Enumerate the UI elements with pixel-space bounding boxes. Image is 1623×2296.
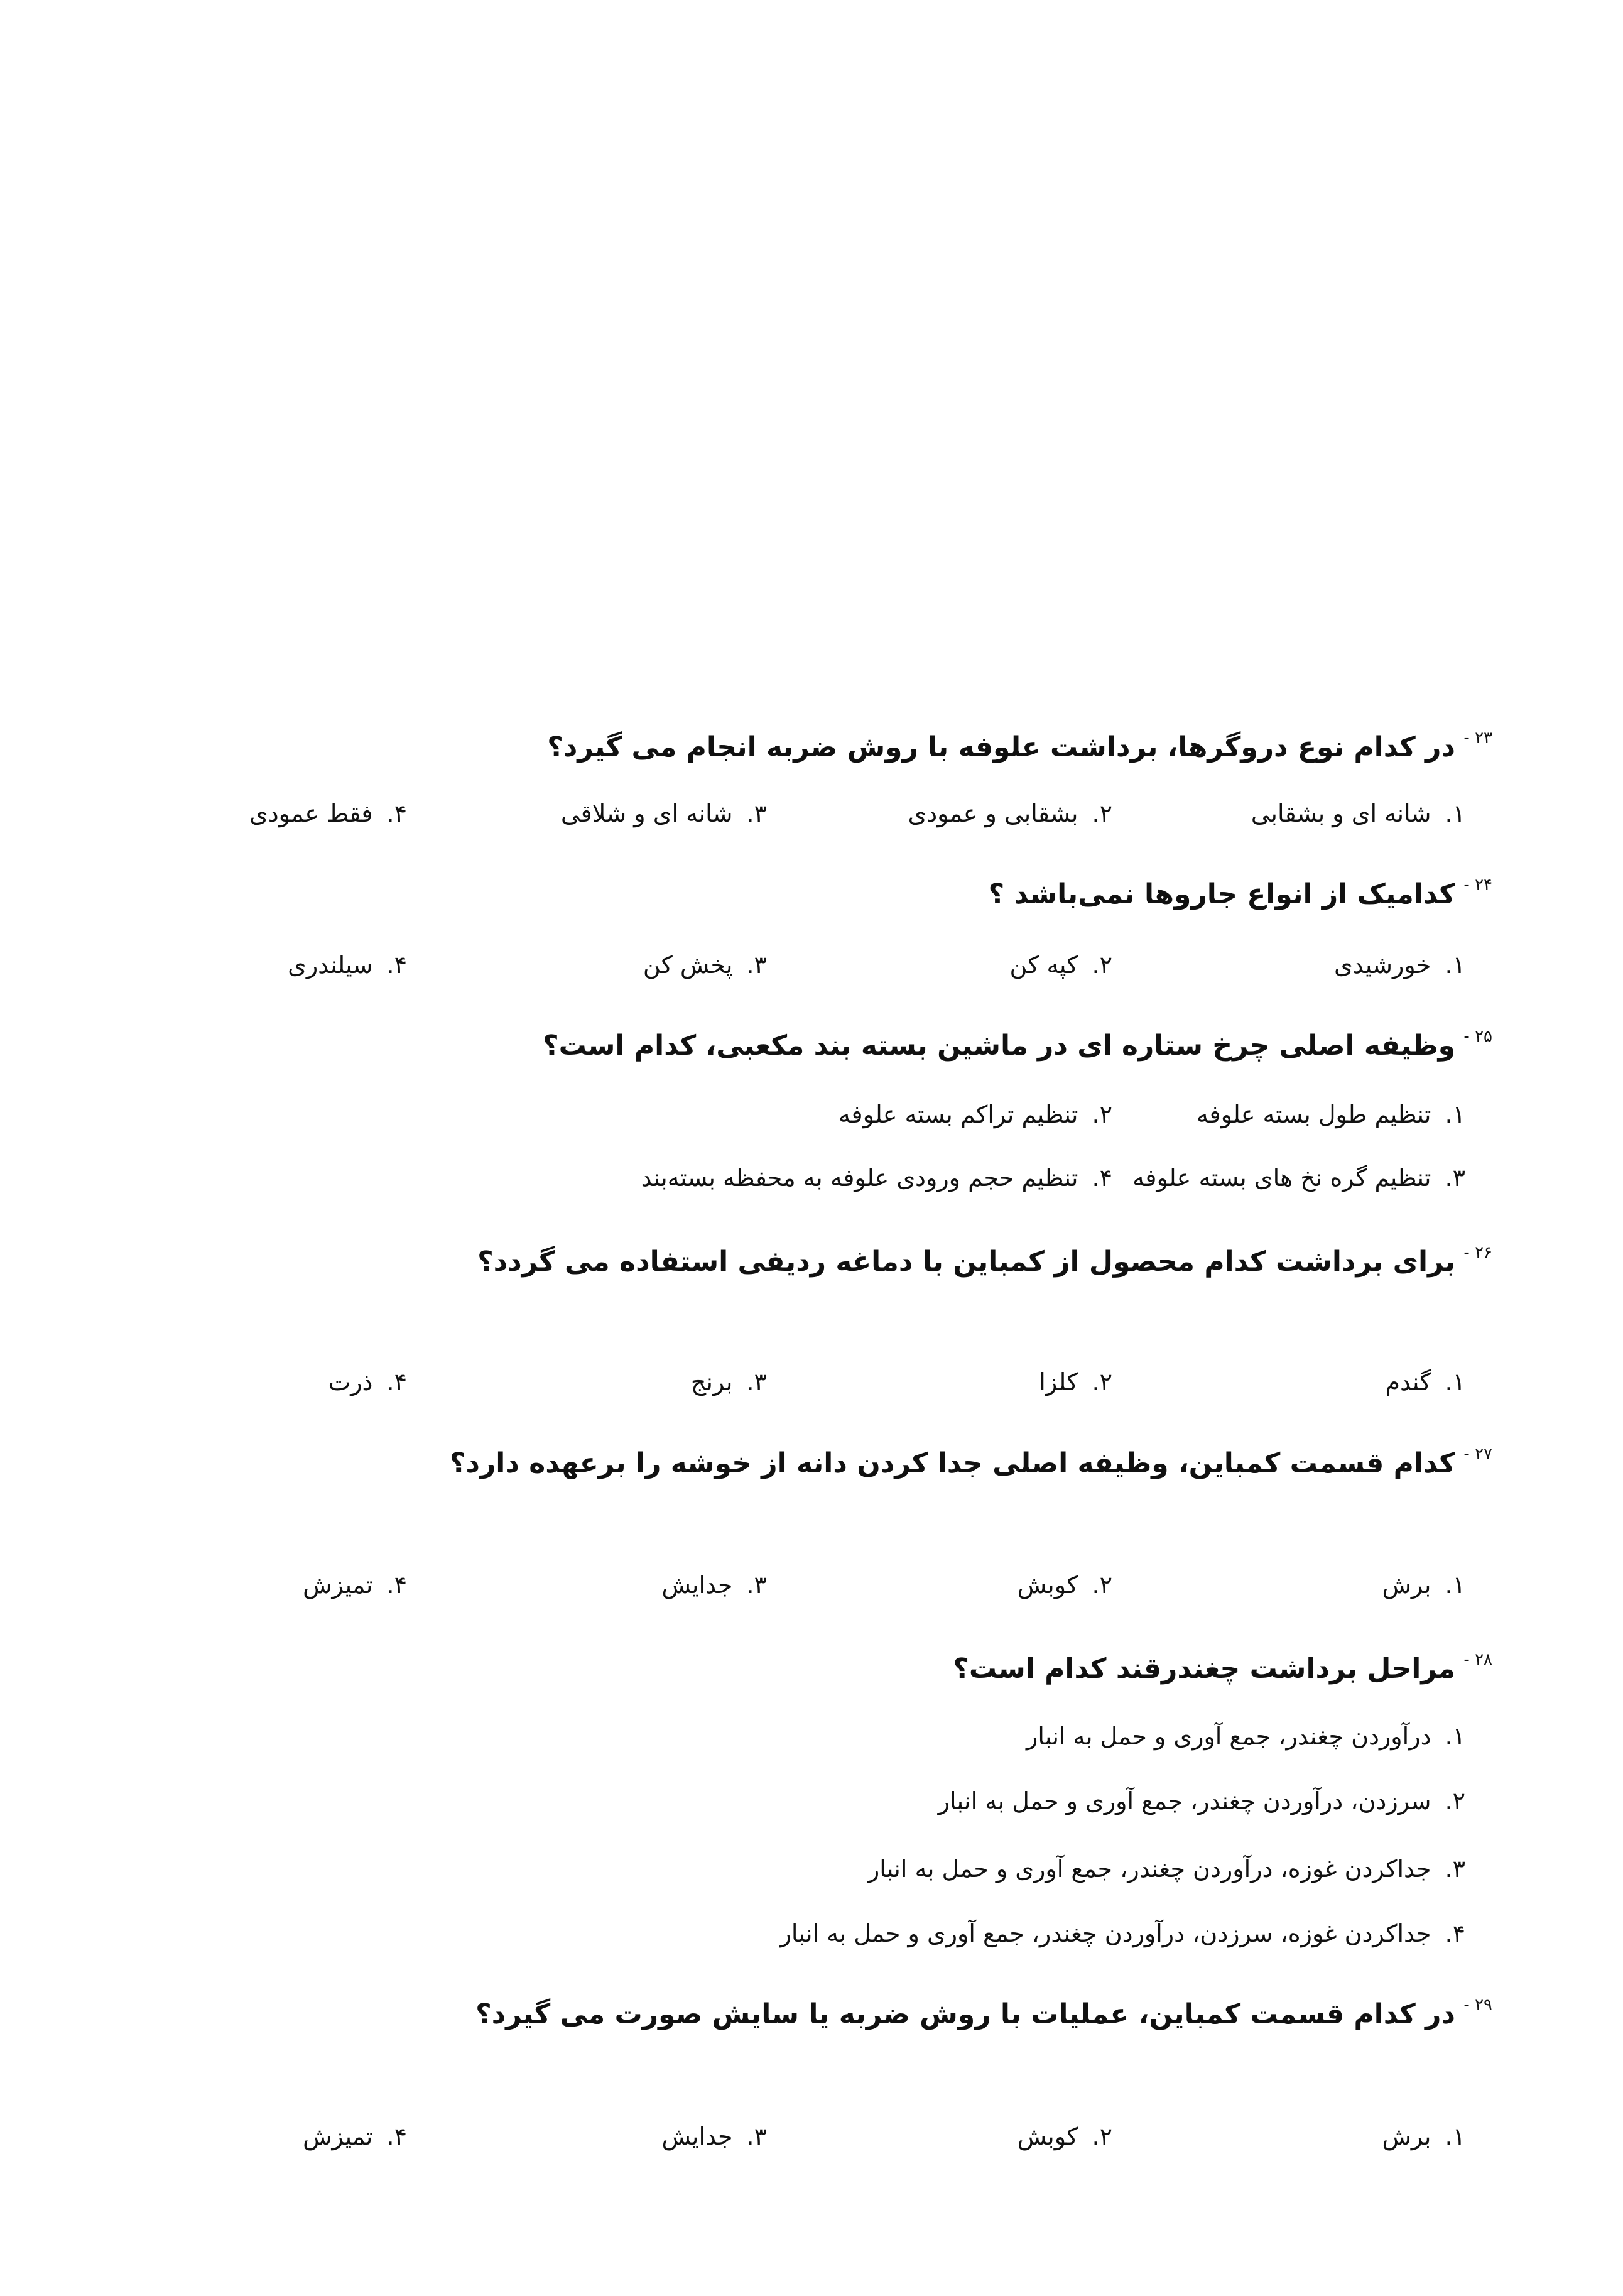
option-number: ۳.: [746, 1571, 767, 1599]
answer-option[interactable]: [1039, 1370, 1112, 1394]
answer-option[interactable]: [661, 1573, 767, 1597]
option-number: ۲.: [1092, 1101, 1112, 1128]
option-text: برنج: [690, 1368, 733, 1396]
question-text: در کدام نوع دروگرها، برداشت علوفه با روش ضربه انجام می گیرد؟: [547, 731, 1455, 763]
option-number: ۲.: [1092, 1368, 1112, 1396]
option-text: کپه کن: [1009, 951, 1078, 979]
answer-option[interactable]: [303, 2125, 407, 2148]
option-text: کلزا: [1039, 1368, 1078, 1396]
option-text: برش: [1382, 2123, 1431, 2150]
answer-option[interactable]: [691, 1370, 767, 1394]
option-text: جداکردن غوزه، درآوردن چغندر، جمع آوری و حمل به انبار: [867, 1855, 1431, 1883]
answer-option[interactable]: [561, 802, 767, 825]
option-text: تمیزش: [303, 1571, 373, 1599]
option-text: شانه ای و شلاقی: [560, 800, 733, 827]
question-number: ۲۸ -: [1463, 1650, 1492, 1669]
option-text: شانه ای و بشقابی: [1251, 800, 1431, 827]
option-number: ۲.: [1445, 1787, 1465, 1815]
option-number: ۴.: [386, 2123, 407, 2150]
answer-option[interactable]: [1382, 1573, 1465, 1597]
option-text: جداکردن غوزه، سرزدن، درآوردن چغندر، جمع آوری و حمل به انبار: [779, 1920, 1431, 1947]
option-text: تنظیم تراکم بسته علوفه: [839, 1101, 1078, 1128]
answer-option[interactable]: [1251, 802, 1465, 825]
answer-option[interactable]: [288, 953, 407, 977]
answer-option[interactable]: [1018, 1573, 1112, 1597]
question-number: ۲۳ -: [1463, 729, 1492, 748]
option-number: ۳.: [746, 951, 767, 979]
question-number: ۲۵ -: [1463, 1027, 1492, 1046]
answer-option[interactable]: [1009, 953, 1112, 977]
answer-option[interactable]: [661, 2125, 767, 2148]
option-text: گندم: [1385, 1368, 1431, 1396]
option-text: تنظیم حجم ورودی علوفه به محفظه بسته‌بند: [641, 1164, 1078, 1192]
option-text: سیلندری: [288, 951, 373, 979]
answer-option[interactable]: [643, 953, 767, 977]
answer-option[interactable]: [780, 1922, 1465, 1945]
answer-option[interactable]: [1197, 1102, 1465, 1126]
answer-option[interactable]: [839, 1102, 1112, 1126]
answer-option[interactable]: [1382, 2125, 1465, 2148]
option-text: سرزدن، درآوردن چغندر، جمع آوری و حمل به انبار: [938, 1787, 1431, 1815]
option-number: ۴.: [1092, 1164, 1112, 1192]
question-text: مراحل برداشت چغندرقند کدام است؟: [953, 1653, 1455, 1685]
option-number: ۳.: [1445, 1855, 1465, 1883]
option-number: ۱.: [1445, 2123, 1465, 2150]
option-text: ذرت: [328, 1368, 373, 1396]
answer-option[interactable]: [1385, 1370, 1465, 1394]
question-text: وظیفه اصلی چرخ ستاره ای در ماشین بسته بند مکعبی، کدام است؟: [543, 1030, 1455, 1062]
option-text: جدایش: [661, 1571, 733, 1599]
option-number: ۲.: [1092, 951, 1112, 979]
option-text: درآوردن چغندر، جمع آوری و حمل به انبار: [1026, 1722, 1431, 1750]
question-number: ۲۷ -: [1463, 1445, 1492, 1464]
option-number: ۱.: [1445, 1101, 1465, 1128]
question-number: ۲۴ -: [1463, 876, 1492, 895]
option-text: تنظیم گره نخ های بسته علوفه: [1132, 1164, 1431, 1192]
option-number: ۴.: [386, 951, 407, 979]
option-number: ۱.: [1445, 800, 1465, 827]
option-number: ۴.: [386, 1368, 407, 1396]
option-text: پخش کن: [643, 951, 733, 979]
option-text: بشقابی و عمودی: [908, 800, 1078, 827]
option-text: خورشیدی: [1334, 951, 1431, 979]
option-text: کوبش: [1017, 2123, 1078, 2150]
answer-option[interactable]: [1026, 1724, 1465, 1748]
answer-option[interactable]: [328, 1370, 407, 1394]
option-number: ۴.: [386, 800, 407, 827]
answer-option[interactable]: [641, 1166, 1112, 1190]
option-text: فقط عمودی: [249, 800, 373, 827]
option-number: ۳.: [746, 2123, 767, 2150]
option-text: تمیزش: [303, 2123, 373, 2150]
option-number: ۱.: [1445, 1722, 1465, 1750]
option-number: ۳.: [746, 800, 767, 827]
option-number: ۱.: [1445, 1368, 1465, 1396]
answer-option[interactable]: [1334, 953, 1465, 977]
option-number: ۲.: [1092, 1571, 1112, 1599]
question-text: برای برداشت کدام محصول از کمباین با دماغه ردیفی استفاده می گردد؟: [477, 1246, 1455, 1278]
answer-option[interactable]: [1018, 2125, 1112, 2148]
option-number: ۳.: [1445, 1164, 1465, 1192]
answer-option[interactable]: [1132, 1166, 1465, 1190]
option-text: جدایش: [661, 2123, 733, 2150]
option-number: ۲.: [1092, 2123, 1112, 2150]
answer-option[interactable]: [868, 1857, 1465, 1881]
option-number: ۱.: [1445, 1571, 1465, 1599]
option-text: برش: [1382, 1571, 1431, 1599]
option-number: ۴.: [386, 1571, 407, 1599]
question-number: ۲۶ -: [1463, 1243, 1492, 1262]
question-text: کدام قسمت کمباین، وظیفه اصلی جدا کردن دانه از خوشه را برعهده دارد؟: [449, 1447, 1455, 1479]
question-text: در کدام قسمت کمباین، عملیات با روش ضربه یا سایش صورت می گیرد؟: [475, 1998, 1455, 2030]
answer-option[interactable]: [303, 1573, 407, 1597]
option-text: تنظیم طول بسته علوفه: [1197, 1101, 1431, 1128]
answer-option[interactable]: [249, 802, 407, 825]
option-number: ۳.: [746, 1368, 767, 1396]
option-text: کوبش: [1017, 1571, 1078, 1599]
question-number: ۲۹ -: [1463, 1996, 1492, 2015]
option-number: ۲.: [1092, 800, 1112, 827]
option-number: ۴.: [1445, 1920, 1465, 1947]
option-number: ۱.: [1445, 951, 1465, 979]
question-text: کدامیک از انواع جاروها نمی‌باشد ؟: [988, 878, 1455, 910]
answer-option[interactable]: [908, 802, 1113, 825]
answer-option[interactable]: [938, 1789, 1465, 1813]
